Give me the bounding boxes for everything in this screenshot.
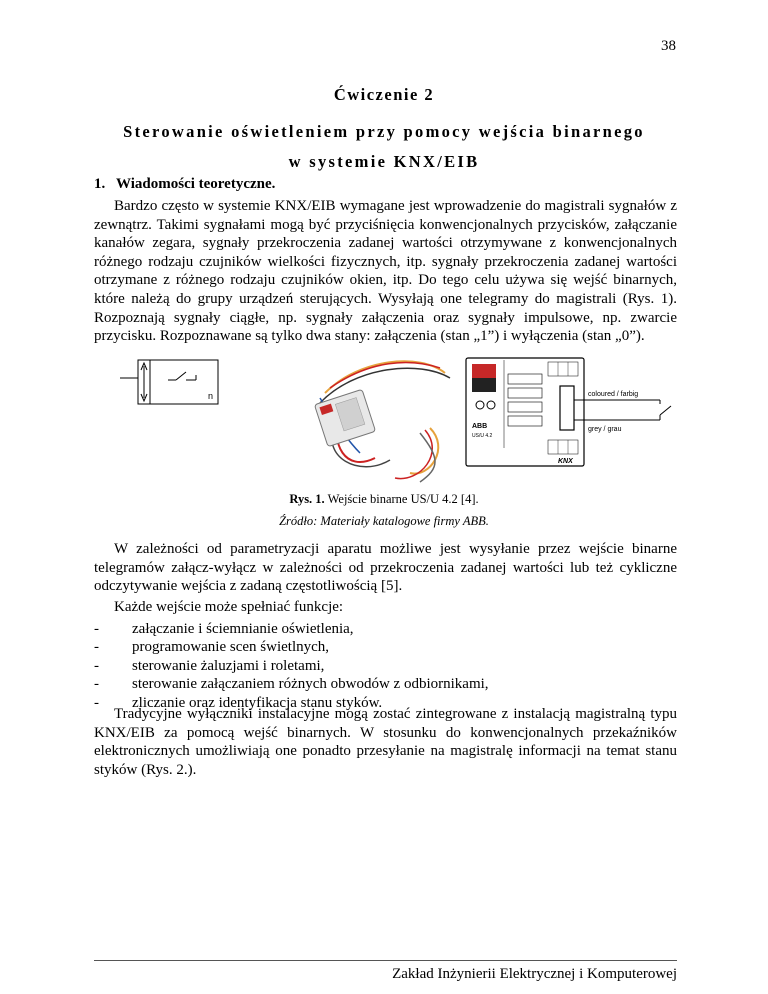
page-number: 38 bbox=[661, 38, 676, 54]
device-model-label: US/U 4.2 bbox=[472, 433, 493, 439]
device-knx-label: KNX bbox=[558, 458, 573, 465]
list-item: - programowanie scen świetlnych, bbox=[94, 638, 677, 656]
paragraph-functions-intro bbox=[94, 598, 677, 617]
paragraph-intro-text: Bardzo często w systemie KNX/EIB wymagane jest wprowadzenie do magistrali sygnałów z zewnątrz. Takimi sygnałami mogą być przyciśnięcia konwencjonalnych przycisków, załączanie kanałów zegara, sygnały przekroczenia zadanej wartości otrzymywane z konwencjonalnych różnego rodzaju czujników wielkości fizycznych, itp. sygnały przekroczenia zadanej wartości otrzymane z różnego rodzaju czujników okien, itp. Do tego celu używa się wejść binarnych, które należą do grupy urządzeń sterujących. Wysyłają one telegramy do magistrali (Rys. 1). Rozpoznają sygnały ciągłe, np. sygnały załączenia oraz sygnały impulsowe, np. zwarcie przycisku. Rozpoznawane są tylko dwa stany: załączenia (stan „1”) i wyłączenia (stan „0”). bbox=[94, 198, 677, 345]
exercise-title: Ćwiczenie 2 bbox=[333, 85, 435, 104]
list-item: - załączanie i ściemnianie oświetlenia, bbox=[94, 620, 677, 638]
section-number: 1. bbox=[94, 176, 106, 192]
figure-source: Źródło: Materiały katalogowe firmy ABB. bbox=[279, 514, 489, 528]
figure-caption-text: Wejście binarne US/U 4.2 [4]. bbox=[327, 492, 479, 506]
list-item: - zliczanie oraz identyfikacja stanu styków. bbox=[94, 694, 677, 712]
figure-caption-label: Rys. 1. bbox=[289, 492, 325, 506]
wire-label-grey: grey / grau bbox=[588, 426, 622, 433]
binary-input-symbol bbox=[120, 360, 218, 404]
figure-caption bbox=[0, 492, 768, 507]
symbol-label-n: n bbox=[208, 391, 214, 401]
list-item: - sterowanie żaluzjami i roletami, bbox=[94, 657, 677, 675]
wire-label-coloured: coloured / farbig bbox=[588, 391, 639, 398]
paragraph-integration-text: Tradycyjne wyłączniki instalacyjne mogą zostać zintegrowane z instalacją magistralną typu KNX/EIB za pomocą wejść binarnych. W stosunku do konwencjonalnych przekaźników elektronicznych umożliwiają one ponadto przesyłanie na magistralę informacji na temat stanu styków (Rys. 2.). bbox=[94, 706, 677, 778]
figure-binary-input bbox=[120, 348, 680, 488]
paragraph-parametrization-text: W zależności od parametryzacji aparatu możliwe jest wysyłanie przez wejście binarne telegramów załącz-wyłącz w zależności od przekroczenia zadanej wartości lub też cykliczne odczytywanie wejścia z zadaną częstotliwością [5]. bbox=[94, 541, 677, 595]
list-item: - sterowanie załączaniem różnych obwodów z odbiornikami, bbox=[94, 675, 677, 693]
paragraph-intro bbox=[94, 197, 677, 346]
terminal-diagram bbox=[466, 358, 671, 466]
document-title-line1: Sterowanie oświetleniem przy pomocy wejścia binarnego bbox=[123, 122, 645, 141]
section-heading bbox=[94, 176, 275, 193]
paragraph-functions-intro-text: Każde wejście może spełniać funkcje: bbox=[114, 599, 344, 615]
footer-divider bbox=[94, 960, 677, 961]
section-title: Wiadomości teoretyczne. bbox=[116, 176, 276, 192]
functions-list bbox=[94, 620, 677, 712]
footer-department: Zakład Inżynierii Elektrycznej i Komputerowej bbox=[392, 966, 677, 982]
device-photo bbox=[314, 361, 450, 482]
paragraph-integration bbox=[94, 705, 677, 779]
document-title-line2: w systemie KNX/EIB bbox=[288, 152, 480, 171]
paragraph-parametrization bbox=[94, 540, 677, 596]
device-brand-label: ABB bbox=[472, 423, 488, 430]
